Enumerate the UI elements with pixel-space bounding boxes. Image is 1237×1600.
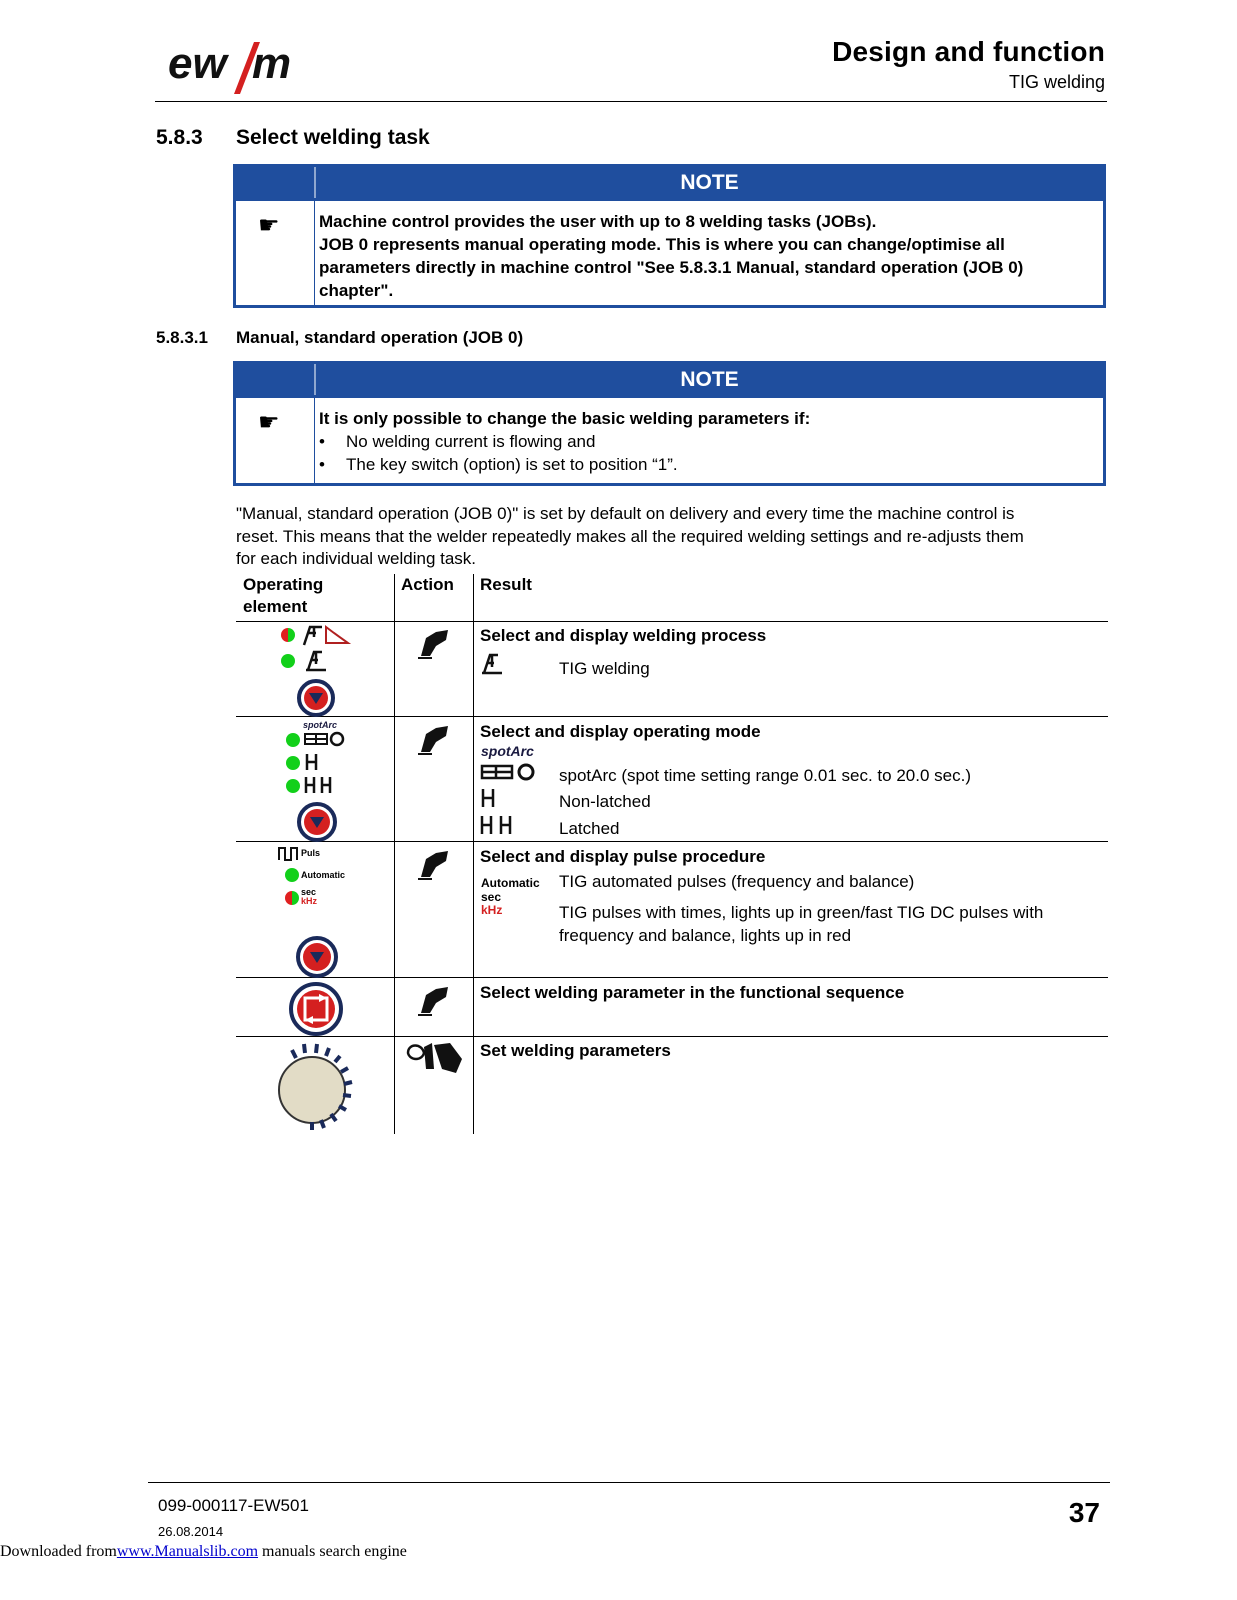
ewm-logo xyxy=(168,36,313,96)
download-note: Downloaded fromwww.Manualslib.com manuals search engine xyxy=(0,1543,407,1560)
note-header xyxy=(236,364,1103,398)
automatic-label: Automatic xyxy=(481,876,540,890)
down-arrow-button-icon[interactable] xyxy=(296,936,338,978)
led-indicator xyxy=(286,756,300,770)
down-arrow-button-icon[interactable] xyxy=(297,679,335,717)
row-title-functional-sequence: Select welding parameter in the functional sequence xyxy=(480,983,905,1002)
row-title-pulse-procedure: Select and display pulse procedure xyxy=(480,847,766,866)
header-action: Action xyxy=(401,575,454,594)
tig-torch-icon xyxy=(480,651,504,675)
led-indicator xyxy=(286,733,300,747)
note-box-job-tasks xyxy=(233,164,1106,308)
row-title-welding-process: Select and display welding process xyxy=(480,626,767,645)
page-header-subtitle: TIG welding xyxy=(1008,72,1105,92)
led-indicator xyxy=(285,891,299,905)
cycle-button-icon[interactable] xyxy=(289,982,343,1036)
hand-press-icon xyxy=(416,847,452,881)
section-number: 5.8.3 xyxy=(156,126,203,149)
led-indicator xyxy=(286,779,300,793)
result-tig-welding: TIG welding xyxy=(559,659,650,678)
header-divider xyxy=(155,101,1107,102)
spotarc-label: spotArc xyxy=(481,743,534,759)
svg-text:m: m xyxy=(252,39,292,88)
operating-table xyxy=(236,574,1108,1134)
note-text-line: JOB 0 represents manual operating mode. This is where you can change/optimise all xyxy=(319,235,1005,254)
rotary-knob-icon[interactable] xyxy=(272,1040,358,1134)
non-latched-icon xyxy=(480,787,498,809)
row-title-operating-mode: Select and display operating mode xyxy=(480,722,761,741)
hand-point-icon: ☛ xyxy=(258,212,280,239)
result-tig-pulses: TIG pulses with times, lights up in green/fast TIG DC pulses with frequency and balance, lights up in red xyxy=(559,903,1044,945)
svg-text:ew: ew xyxy=(168,39,227,88)
hand-press-icon xyxy=(416,626,452,660)
hand-turn-icon xyxy=(404,1039,466,1075)
subsection-title: Manual, standard operation (JOB 0) xyxy=(236,328,524,347)
spotarc-icon xyxy=(304,731,348,747)
note-bullet: • No welding current is flowing and xyxy=(319,430,1093,453)
latched-icon xyxy=(480,814,516,836)
led-indicator xyxy=(281,628,295,642)
document-number: 099-000117-EW501 xyxy=(158,1496,309,1515)
paragraph-line: "Manual, standard operation (JOB 0)" is set by default on delivery and every time the machine control is xyxy=(236,504,1015,523)
note-text-line: Machine control provides the user with up to 8 welding tasks (JOBs). xyxy=(319,212,877,231)
result-spotarc: spotArc (spot time setting range 0.01 sec. to 20.0 sec.) xyxy=(559,766,971,785)
result-non-latched: Non-latched xyxy=(559,792,651,811)
note-lead-text: It is only possible to change the basic welding parameters if: xyxy=(319,409,811,428)
hand-point-icon: ☛ xyxy=(258,409,280,436)
footer-divider xyxy=(148,1482,1110,1483)
manualslib-link[interactable]: www.Manualslib.com xyxy=(116,1543,259,1560)
note-bullet: • The key switch (option) is set to position “1”. xyxy=(319,453,1093,476)
led-indicator xyxy=(285,868,299,882)
note-box-conditions xyxy=(233,361,1106,486)
paragraph-line: reset. This means that the welder repeatedly makes all the required welding settings and re-adjusts them xyxy=(236,526,1024,546)
hand-press-icon xyxy=(416,722,452,756)
led-indicator xyxy=(281,654,295,668)
paragraph-line: for each individual welding task. xyxy=(236,549,477,568)
pulse-icon xyxy=(278,846,300,862)
note-label: NOTE xyxy=(680,368,739,391)
spotarc-icon xyxy=(480,762,540,782)
row-title-set-parameters: Set welding parameters xyxy=(480,1041,671,1060)
note-label: NOTE xyxy=(680,171,739,194)
automatic-label: Automatic xyxy=(301,870,346,880)
header-result: Result xyxy=(480,575,532,594)
page-number: 37 xyxy=(1068,1497,1100,1528)
note-text-line: parameters directly in machine control "See 5.8.3.1 Manual, standard operation (JOB 0) xyxy=(319,258,1024,277)
header-operating-element: Operating element xyxy=(243,575,324,616)
sec-khz-label: sec kHz xyxy=(481,890,503,917)
result-automated-pulses: TIG automated pulses (frequency and balance) xyxy=(559,872,915,891)
spotarc-label: spotArc xyxy=(303,720,338,730)
sec-khz-label: sec kHz xyxy=(301,887,318,906)
note-header xyxy=(236,167,1103,201)
page-header-title: Design and function xyxy=(832,36,1105,67)
section-title: Select welding task xyxy=(236,126,430,149)
tig-torch-icon xyxy=(300,623,352,647)
tig-torch-icon xyxy=(304,648,328,672)
latched-icon xyxy=(304,775,336,795)
subsection-number: 5.8.3.1 xyxy=(156,328,208,347)
result-latched: Latched xyxy=(559,819,620,838)
hand-press-icon xyxy=(416,983,452,1017)
document-date: 26.08.2014 xyxy=(158,1524,224,1539)
pulse-label: Puls xyxy=(301,848,321,858)
non-latched-icon xyxy=(304,752,320,772)
intro-paragraph xyxy=(236,503,1106,571)
note-text-line: chapter". xyxy=(319,281,394,300)
down-arrow-button-icon[interactable] xyxy=(297,802,337,842)
